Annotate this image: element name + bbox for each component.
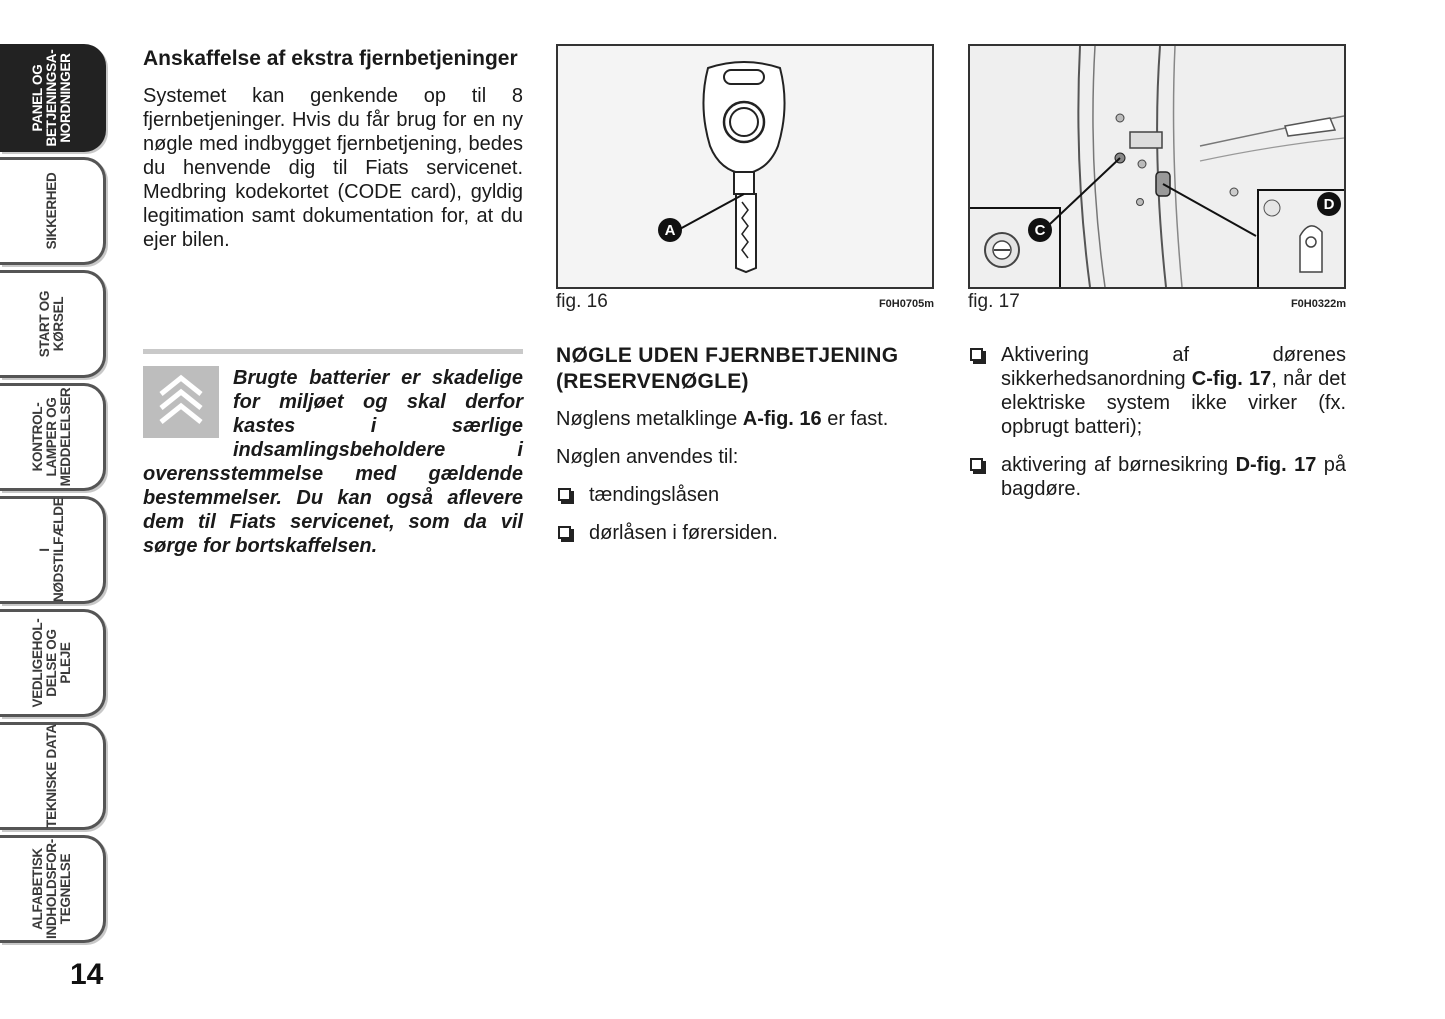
callout-c: C xyxy=(1028,218,1052,242)
list-item-text: tændingslåsen xyxy=(589,484,720,506)
tab-sikkerhed[interactable] xyxy=(0,157,106,265)
checkbox-bullet-icon xyxy=(558,488,571,501)
column-right xyxy=(968,44,1346,515)
tab-label: SIKKERHED xyxy=(43,172,59,250)
tab-start-og-korsel[interactable] xyxy=(0,270,106,378)
tab-label: VEDLIGEHOL- DELSE OG PLEJE xyxy=(29,618,73,708)
tab-label: ALFABETISK INDHOLDSFOR- TEGNELSE xyxy=(29,839,73,939)
tab-label: PANEL OG BETJENINGSA- NORDNINGER xyxy=(29,49,73,147)
text-span: Nøglens metalklinge xyxy=(556,408,743,430)
column-left xyxy=(143,46,523,252)
tab-label: I NØDSTILFÆLDE xyxy=(36,497,66,602)
environment-note xyxy=(143,349,523,558)
text-span: Aktivering af dørenes sikkerhedsanordning xyxy=(1001,344,1346,390)
tab-label: KONTROL- LAMPER OG MEDDELELSER xyxy=(29,387,73,487)
section-heading: Anskaffelse af ekstra fjernbetjeninger xyxy=(143,47,518,70)
tab-label: START OG KØRSEL xyxy=(36,290,66,358)
tab-alfabetisk-indhold[interactable] xyxy=(0,835,106,943)
callout-d: D xyxy=(1317,192,1341,216)
tab-vedligeholdelse[interactable] xyxy=(0,609,106,717)
checkbox-bullet-icon xyxy=(558,526,571,539)
figure-16-key xyxy=(556,44,934,289)
text-span: på bagdøre. xyxy=(1001,454,1346,500)
recycle-arrows-icon xyxy=(143,366,219,438)
tab-panel-og-betjening[interactable] xyxy=(0,44,106,152)
tab-label: TEKNISKE DATA xyxy=(43,724,59,828)
figure-17-door xyxy=(968,44,1346,289)
text-span: , når det elektriske system ikke virker (fx. opbrugt batteri); xyxy=(1001,368,1346,438)
page-number: 14 xyxy=(70,958,104,991)
figure-label: fig. 17 xyxy=(968,291,1020,312)
list-item xyxy=(556,521,934,545)
key-blade-text xyxy=(556,407,934,431)
figure-label: fig. 16 xyxy=(556,291,608,312)
checkbox-bullet-icon xyxy=(970,458,983,471)
list-item xyxy=(968,453,1346,501)
tab-tekniske-data[interactable] xyxy=(0,722,106,830)
note-text: Brugte batterier er skadelige for miljøet og skal derfor kastes i særlige indsamlingsbeholdere i overensstemmelse med gældende bestemmelser. Du kan også aflevere dem til Fiats servicenet, som da vil sørge for bortskaffelsen. xyxy=(143,367,523,557)
list-item-text xyxy=(1001,453,1346,501)
list-item-text: dørlåsen i førersiden. xyxy=(589,522,778,544)
list-item xyxy=(556,483,934,507)
list-item-text xyxy=(1001,343,1346,439)
figure-code: F0H0322m xyxy=(1290,298,1346,310)
fig-reference: C-fig. 17 xyxy=(1191,368,1272,390)
tab-kontrollamper[interactable] xyxy=(0,383,106,491)
body-text: Systemet kan genkende op til 8 fjernbetjeninger. Hvis du får brug for en ny nøgle med indbygget fjernbetjening, bedes du henvende dig til Fiats servicenet. Medbring kodekortet (CODE card), gyldig legitimation samt dokumentation for, at du ejer bilen. xyxy=(143,85,523,251)
key-heading: NØGLE UDEN FJERNBETJENING (RESERVENØGLE) xyxy=(556,344,899,393)
checkbox-bullet-icon xyxy=(970,348,983,361)
fig-reference: A-fig. 16 xyxy=(742,408,822,430)
door-illustration xyxy=(970,46,1344,287)
text-span: er fast. xyxy=(821,408,889,430)
tab-nodstilfaelde[interactable] xyxy=(0,496,106,604)
column-middle xyxy=(556,44,934,559)
list-item xyxy=(968,343,1346,439)
key-use-text: Nøglen anvendes til: xyxy=(556,446,739,468)
figure-16-caption xyxy=(556,291,934,313)
figure-17-caption xyxy=(968,291,1346,313)
key-illustration xyxy=(558,46,932,287)
fig-reference: D-fig. 17 xyxy=(1235,454,1317,476)
text-span: aktivering af børnesikring xyxy=(1001,454,1236,476)
figure-code: F0H0705m xyxy=(878,298,934,310)
callout-a: A xyxy=(658,218,682,242)
